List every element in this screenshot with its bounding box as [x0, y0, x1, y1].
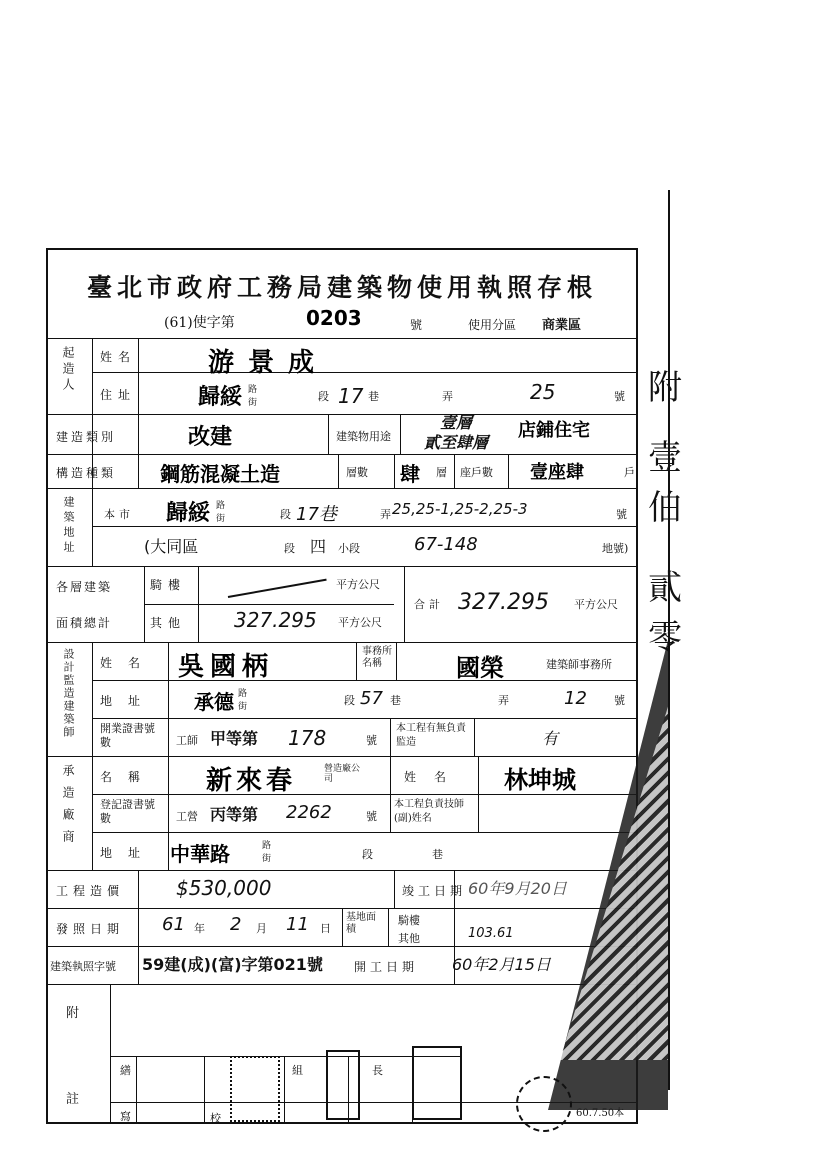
stamp-label-3: 校	[210, 1112, 221, 1125]
designer-cert-grade: 甲等第	[210, 729, 259, 748]
area-label-2: 面積總計	[56, 616, 113, 630]
issue-day: 11	[286, 914, 309, 935]
side-char-4: 貳	[648, 568, 682, 608]
designer-addr-label: 地址	[100, 694, 157, 708]
side-char-1: 附	[648, 368, 682, 408]
site-lot: 67-148	[414, 534, 478, 555]
side-char-5: 零	[648, 618, 682, 658]
designer-supervise-value: 有	[542, 729, 559, 748]
stamp-label-1: 繕	[120, 1064, 131, 1077]
form-title: 臺北市政府工務局建築物使用執照存根	[86, 273, 597, 302]
notes-label-1: 附	[66, 1006, 80, 1021]
permit-number: 0203	[306, 306, 362, 330]
site-duan: 段	[280, 508, 291, 521]
designer-addr-lane: 57	[360, 688, 383, 709]
area-other-label: 其他	[150, 616, 187, 630]
zone-value: 商業區	[542, 318, 582, 333]
designer-office: 國榮	[456, 654, 504, 682]
site-area-label: 基地面積	[346, 912, 376, 935]
issue-year: 61	[162, 914, 185, 935]
floors-label: 層數	[346, 466, 368, 479]
applicant-addr-lane: 17	[338, 384, 364, 408]
applicant-addr-no: 25	[530, 380, 556, 404]
site-no-label: 號	[616, 508, 627, 521]
permit-number-prefix: (61)使字第	[164, 315, 235, 331]
issue-year-label: 年	[194, 922, 205, 935]
contractor-addr-label: 地址	[100, 846, 157, 860]
site-area-arcade-label: 騎樓	[398, 914, 420, 927]
finish-date-label: 竣工日期	[402, 884, 467, 898]
official-seal-stamp	[326, 1050, 360, 1120]
contractor-reg-grade: 丙等第	[210, 805, 259, 824]
applicant-addr-label: 住址	[100, 388, 137, 402]
contractor-addr-duan: 段	[362, 848, 373, 861]
cost-label: 工程造價	[56, 884, 125, 898]
site-area-other-value: 103.61	[468, 926, 514, 941]
designer-name: 吳國柄	[178, 652, 275, 682]
contractor-reg-no: 2262	[286, 802, 332, 823]
contractor-addr-lane: 巷	[432, 848, 443, 861]
area-label-1: 各層建築	[56, 580, 113, 594]
site-subduan: 四	[310, 537, 327, 556]
site-lot-label: 地號)	[602, 542, 629, 555]
contractor-section-label: 承造廠商	[61, 764, 75, 852]
site-area-other-label: 其他	[398, 932, 420, 945]
designer-office-label: 事務所名稱	[362, 646, 392, 669]
building-use-value-3: 店鋪住宅	[518, 420, 590, 441]
site-section-label: 建築地址	[62, 496, 75, 556]
applicant-name-label: 姓名	[100, 350, 137, 364]
area-other-value: 327.295	[234, 608, 317, 632]
seal-stamp	[230, 1056, 280, 1122]
designer-cert-prefix: 工師	[176, 734, 198, 747]
contractor-tech-label: 本工程負責技師(副)姓名	[394, 799, 464, 824]
applicant-addr-street: 歸綏	[198, 385, 243, 410]
site-duan2: 段	[284, 542, 295, 555]
contractor-person-label: 姓名	[404, 770, 465, 784]
site-numbers: 25,25-1,25-2,25-3	[392, 500, 528, 518]
contractor-reg-label: 登記證書號數	[100, 798, 155, 825]
designer-addr-alley: 弄	[498, 694, 509, 707]
contractor-addr-street: 中華路	[170, 842, 230, 866]
floors-value: 肆	[400, 462, 420, 486]
designer-addr-street: 承德	[194, 690, 234, 714]
site-city: 本市	[104, 508, 134, 521]
designer-addr-no: 12	[564, 688, 587, 709]
designer-section-label: 設計監造建築師	[62, 648, 75, 739]
stamp-label-2: 寫	[120, 1110, 131, 1123]
postmark-stamp	[516, 1076, 572, 1132]
applicant-addr-alley: 弄	[442, 390, 453, 403]
site-street: 歸綏	[166, 501, 211, 526]
structure-label: 構造種類	[56, 466, 117, 480]
designer-supervise-label: 本工程有無負責監造	[396, 723, 466, 748]
building-use-value-1: 壹層	[440, 413, 473, 432]
stamp-label-5: 長	[372, 1064, 383, 1077]
contractor-name-suffix: 營造廠公司	[324, 764, 361, 784]
building-use-label: 建築物用途	[336, 430, 391, 443]
floors-unit: 層	[436, 466, 447, 479]
applicant-name: 游景成	[208, 348, 329, 378]
designer-addr-duan: 段	[344, 694, 355, 707]
issue-month-label: 月	[256, 922, 267, 935]
print-code: 60.7.50本	[576, 1108, 625, 1119]
area-arcade-label: 騎樓	[150, 578, 187, 592]
building-type-value: 改建	[188, 425, 233, 450]
site-lane: 17巷	[296, 504, 337, 525]
designer-cert-suffix: 號	[366, 734, 377, 747]
zone-label: 使用分區	[468, 318, 517, 332]
chief-seal-stamp	[412, 1046, 462, 1120]
permit-label: 建築執照字號	[50, 960, 116, 973]
cost-value: $530,000	[176, 876, 272, 900]
designer-addr-lane-label: 巷	[390, 694, 401, 707]
contractor-addr-road-mark: 路街	[262, 841, 272, 864]
structure-value: 鋼筋混凝土造	[160, 462, 280, 486]
contractor-reg-suffix: 號	[366, 810, 377, 823]
designer-cert-label: 開業證書號數	[100, 722, 155, 749]
notes-label-2: 註	[66, 1092, 80, 1107]
units-unit: 戶	[624, 466, 635, 479]
area-arcade-unit: 平方公尺	[336, 578, 380, 591]
issue-date-label: 發照日期	[56, 922, 125, 936]
issue-month: 2	[230, 914, 242, 935]
side-char-3: 伯	[648, 488, 682, 528]
designer-addr-road-mark: 路街	[238, 689, 248, 712]
start-date-value: 60年2月15日	[452, 955, 551, 974]
applicant-addr-no-label: 號	[614, 390, 625, 403]
site-road-mark: 路街	[216, 501, 226, 524]
side-char-2: 壹	[648, 438, 682, 478]
contractor-person: 林坤城	[504, 766, 576, 794]
site-subduan-label: 小段	[338, 542, 360, 555]
designer-office-suffix: 建築師事務所	[546, 658, 612, 671]
finish-date-value: 60年9月20日	[468, 879, 567, 898]
area-total-unit: 平方公尺	[574, 598, 618, 611]
permit-number-suffix: 號	[410, 318, 423, 332]
site-district: (大同區	[144, 537, 199, 556]
applicant-addr-road-mark: 路街	[248, 385, 258, 408]
applicant-addr-lane-label: 巷	[368, 390, 379, 403]
units-label: 座戶數	[460, 466, 493, 479]
units-value: 壹座肆	[530, 462, 584, 483]
stamp-label-4: 組	[292, 1064, 303, 1077]
designer-name-label: 姓名	[100, 656, 157, 670]
site-alley: 弄	[380, 508, 391, 521]
issue-day-label: 日	[320, 922, 331, 935]
contractor-name: 新來春	[206, 766, 297, 796]
area-other-unit: 平方公尺	[338, 616, 382, 629]
permit-value: 59建(成)(富)字第021號	[142, 955, 323, 974]
contractor-reg-prefix: 工營	[176, 810, 198, 823]
start-date-label: 開工日期	[354, 960, 419, 974]
building-use-value-2: 貳至肆層	[424, 433, 489, 452]
applicant-addr-duan: 段	[318, 390, 329, 403]
designer-addr-no-label: 號	[614, 694, 625, 707]
building-type-label: 建造類別	[56, 430, 117, 444]
designer-cert-no: 178	[288, 726, 327, 750]
applicant-section-label: 起造人	[61, 346, 75, 394]
contractor-name-label: 名稱	[100, 770, 157, 784]
area-total-value: 327.295	[458, 590, 549, 615]
area-total-label: 合計	[414, 598, 444, 611]
